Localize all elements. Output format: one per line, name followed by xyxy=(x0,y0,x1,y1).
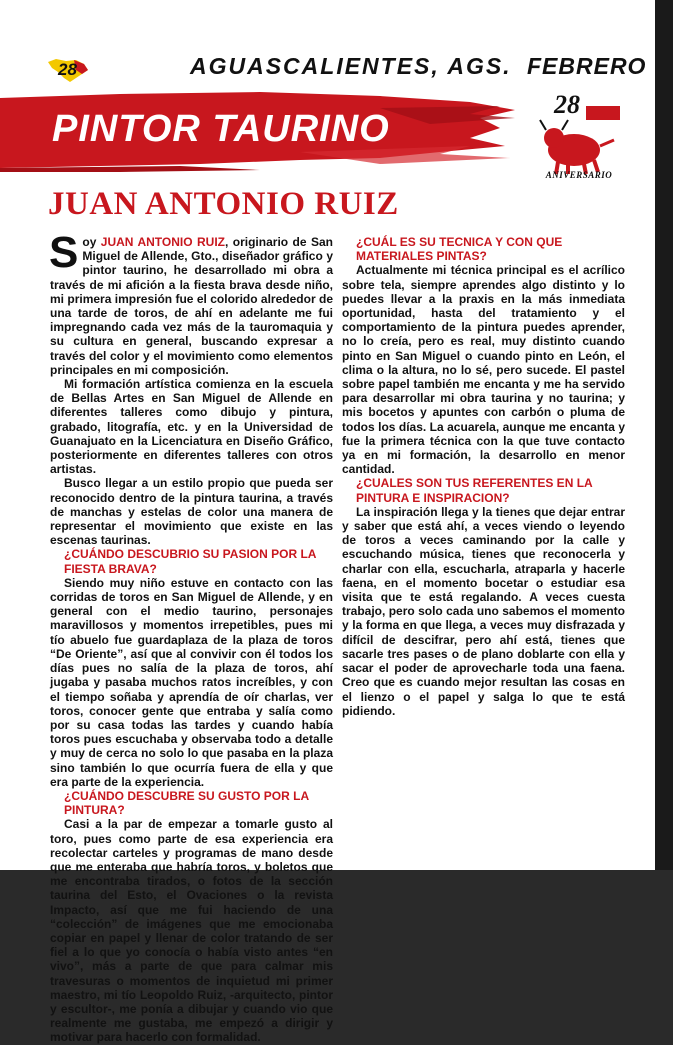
page-number: 28 xyxy=(58,60,77,79)
anniversary-number: 28 xyxy=(554,90,580,119)
paragraph-estilo: Busco llegar a un estilo propio que pueda ser reconocido dentro de la pintura taurina, a través de manchas y estelas de color una manera de representar el movimiento que existe en las escenas taurinas. xyxy=(50,476,333,548)
answer-4: La inspiración llega y la tienes que dejar entrar y saber que está ahí, a veces viendo o leyendo de toros a veces caminando por la calle y escuchando música, tienes que reconocerla y charlar con ella, escucharla, atraparla y hacerle faena, en el momento bocetar o estudiar esa visita que te está regalando. A veces cuesta trabajo, pero solo cada uno sabemos el momento y la forma en que llega, a veces muy disfrazada y difícil de descifrar, pero ahí está, tienes que sacarle tres pases o de plano doblarte con ella y sacar el poder de aprovecharle toda una faena. Creo que es cuando mejor resultan las cosas en el lienzo o el papel y salga lo que te está pidiendo. xyxy=(342,504,625,718)
paragraph-formacion: Mi formación artística comienza en la escuela de Bellas Artes en San Miguel de Allende en diferentes talleres como dibujo y pintura, grabado, litografía, etc. y en la Universidad de Guanajuato en la Licenciatura en Diseño Gráfico, posteriormente en diferentes talleres con otros artistas. xyxy=(50,377,333,477)
drop-cap: S xyxy=(49,228,79,277)
intro-paragraph: Soy JUAN ANTONIO RUIZ, originario de San Miguel de Allende, Gto., diseñador gráfico y pintor taurino, he desarrollado mi obra a través de mi afición a la fiesta brava desde niño, mi primera impresión fue el colorido alrededor de una tarde de toros, de ahí en adelante me fui impregnando cada vez más de la tauromaquia y su cultura en general, buscando expresar a través del color y el movimiento como elementos principales en mi composición. xyxy=(49,228,333,377)
question-2: ¿CUÁNDO DESCUBRE SU GUSTO POR LA PINTURA? xyxy=(64,788,309,818)
bull-icon xyxy=(534,100,624,180)
answer-3: Actualmente mi técnica principal es el acrílico sobre tela, siempre aprendes algo distinto y lo puedes llevar a la praxis en la más inmediata oportunidad, hasta del tratamiento y el comportamiento de la pintura puedes aprender, no lo creía, pero es real, muy distinto cuando pinto en San Miguel o cuando pinto en León, el clima o la altura, no lo sé, pero sucede. El pastel sobre papel también me encanta y me ha servido para desarrollar mi obra taurina y no taurina; y mis bocetos y apuntes con carbón o pluma de todos los días. La acuarela, aunque me encanta y fue la primera técnica con la que tuve contacto ya en mi formación, la desarrollo en menor cantidad. xyxy=(342,263,625,477)
article-title: JUAN ANTONIO RUIZ xyxy=(48,186,399,222)
anniversary-word: ANIVERSARIO xyxy=(545,170,613,180)
section-title: PINTOR TAURINO xyxy=(52,108,390,150)
answer-2: Casi a la par de empezar a tomarle gusto al toro, pues como parte de esa experiencia era recolectar carteles y programas de mano desde que me enteraba que habría toros, y boletos que me encontraba tirados, o fotos de la sección taurina del Esto, el Ovaciones o la revista Impacto, así que me fui haciendo de una “colección” de imágenes que me emocionaba copiar en papel y llenar de color tratando de ser fiel a lo que yo conocía o había visto antes “en vivo”, más a parte de que para calmar mis travesuras o momentos de inquietud mi primer maestro, mi tío Leopoldo Ruiz, -arquitecto, pintor y escultor-, me ponía a dibujar y cuando vio que realmente me gustaba, me empezó a dirigir y motivar para hacerlo con formalidad. xyxy=(50,817,333,1045)
page-number-badge xyxy=(46,56,90,84)
city-label: AGUASCALIENTES, AGS. xyxy=(190,53,512,79)
page-edge xyxy=(655,0,673,870)
question-4: ¿CUALES SON TUS REFERENTES EN LA PINTURA E INSPIRACION? xyxy=(356,476,593,505)
answer-1: Siendo muy niño estuve en contacto con las corridas de toros en San Miguel de Allende, y en general con el medio taurino, personajes maravillosos y momentos irrepetibles, pues mi tío abuelo fue guardaplaza de la plaza de toros “De Oriente”, así que al convivir con él todos los días pues no salía de la plaza de toros, ahí jugaba y pasaba muchos ratos increíbles, y con el tiempo soñaba y aprendía de oír charlas, ver toros, conocer gente que entraba y salía como por su casa todas las tardes y cuando había toros pues escuchaba y observaba todo a detalle y muy de cerca no solo lo que pasaba en la plaza sino también lo que ocurría fuera de ella y que era parte de la experiencia. xyxy=(50,575,333,789)
question-1: ¿CUÁNDO DESCUBRIO SU PASION POR LA FIESTA BRAVA? xyxy=(64,547,317,576)
question-3: ¿CUÁL ES SU TECNICA Y CON QUE MATERIALES PINTAS? xyxy=(356,235,563,264)
article-column-right xyxy=(342,235,625,718)
month-label: FEBRERO xyxy=(527,53,647,79)
artist-name: JUAN ANTONIO RUIZ xyxy=(100,235,225,249)
anniversary-logo xyxy=(534,90,624,185)
article-column-left xyxy=(49,228,333,1045)
